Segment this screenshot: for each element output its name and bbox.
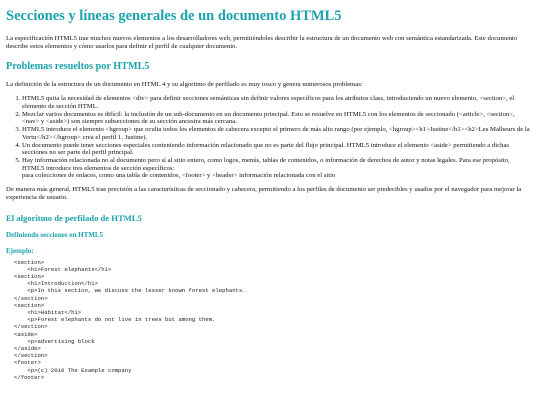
list-item: 4. Un documento puede tener secciones especiales conteniendo información relacionado que no es parte del flujo principal. HTML5 introduce el elemento <aside> permitiendo a dichas secciones no ser parte del perfil principal. bbox=[22, 142, 530, 157]
intro-paragraph: La especificación HTML5 trae muchos nuevos elementos a los desarrolladores web, permitiéndoles describir la estructura de un documento web con semántica estandarizada. Este documento describe estos elementos y cómo usarlos para definir el perfil de cualquier documento. bbox=[6, 35, 518, 50]
problems-lead-paragraph: La definición de la estructura de un documento en HTML 4 y su algoritmo de perfilado es muy tosco y genera numerosos problemas: bbox=[6, 81, 363, 88]
section-heading-algorithm: El algoritmo de perfilado de HTML5 bbox=[6, 212, 142, 223]
list-item-continuation: para colecciones de enlaces, como una tabla de contenidos, <footer> y <header> información relacionada con el sitio bbox=[22, 172, 336, 179]
list-item: 1. HTML5 quita la necesidad de elementos <div> para definir secciones semánticas sin definir valores específicos para los atributos class, introduciendo un nuevo elemento, <section>, el elemento de sección HTML. bbox=[22, 95, 530, 110]
list-item-text: Hay información relacionada no al documento pero sí al sitio entero, como logos, menús, tablas de contenidos, o información de derechos de autor y notas legales. Para ese propósito, HTML5 introduce tres elementos de sección específicos: bbox=[22, 157, 510, 172]
page-title: Secciones y líneas generales de un documento HTML5 bbox=[6, 8, 342, 24]
subsection-heading-defining-sections: Definiendo secciones en HTML5 bbox=[6, 230, 104, 239]
list-item bbox=[22, 157, 530, 180]
problems-conclusion-paragraph: De manera más general, HTML5 trae precisión a las características de seccionado y cabecera, permitiendo a los perfiles de documento ser predecibles y usados por el navegador para mejorar la experiencia de usuario. bbox=[6, 185, 522, 201]
list-item: 3. HTML5 introduce el elemento <hgroup> que oculta todos los elementos de cabecera excepto el primero de más alto rango (por ejemplo, <hgroup><h1>Justine</h1><h2>Les Malheurs de la Vertu</h2></hgroup> crea el perfil 1. Justine). bbox=[22, 126, 530, 141]
section-heading-problems: Problemas resueltos por HTML5 bbox=[6, 61, 150, 72]
list-item: 2. Mezclar varios documentos es difícil: la inclusión de un sub-documento en un documento principal. Esto se resuelve en HTML5 con los elementos de seccionado (<article>, <section>, <nav> y <aside>) son siempre subsecciones de su sección ancestra más cercana. bbox=[22, 111, 530, 126]
code-example: <section> <h1>Forest elephants</h1> <section> <h1>Introduction</h1> <p>In this section, we discuss the lesser known forest elephants. </section> <section> <h1>Habitat</h1> <p>Forest elephants do not live in trees but among them. </section> <aside> <p>advertising block </aside> </section> <footer> <p>(c) 2010 The Example company </footer> bbox=[14, 258, 246, 381]
example-label: Ejemplo: bbox=[6, 246, 34, 255]
problems-list bbox=[6, 95, 530, 180]
